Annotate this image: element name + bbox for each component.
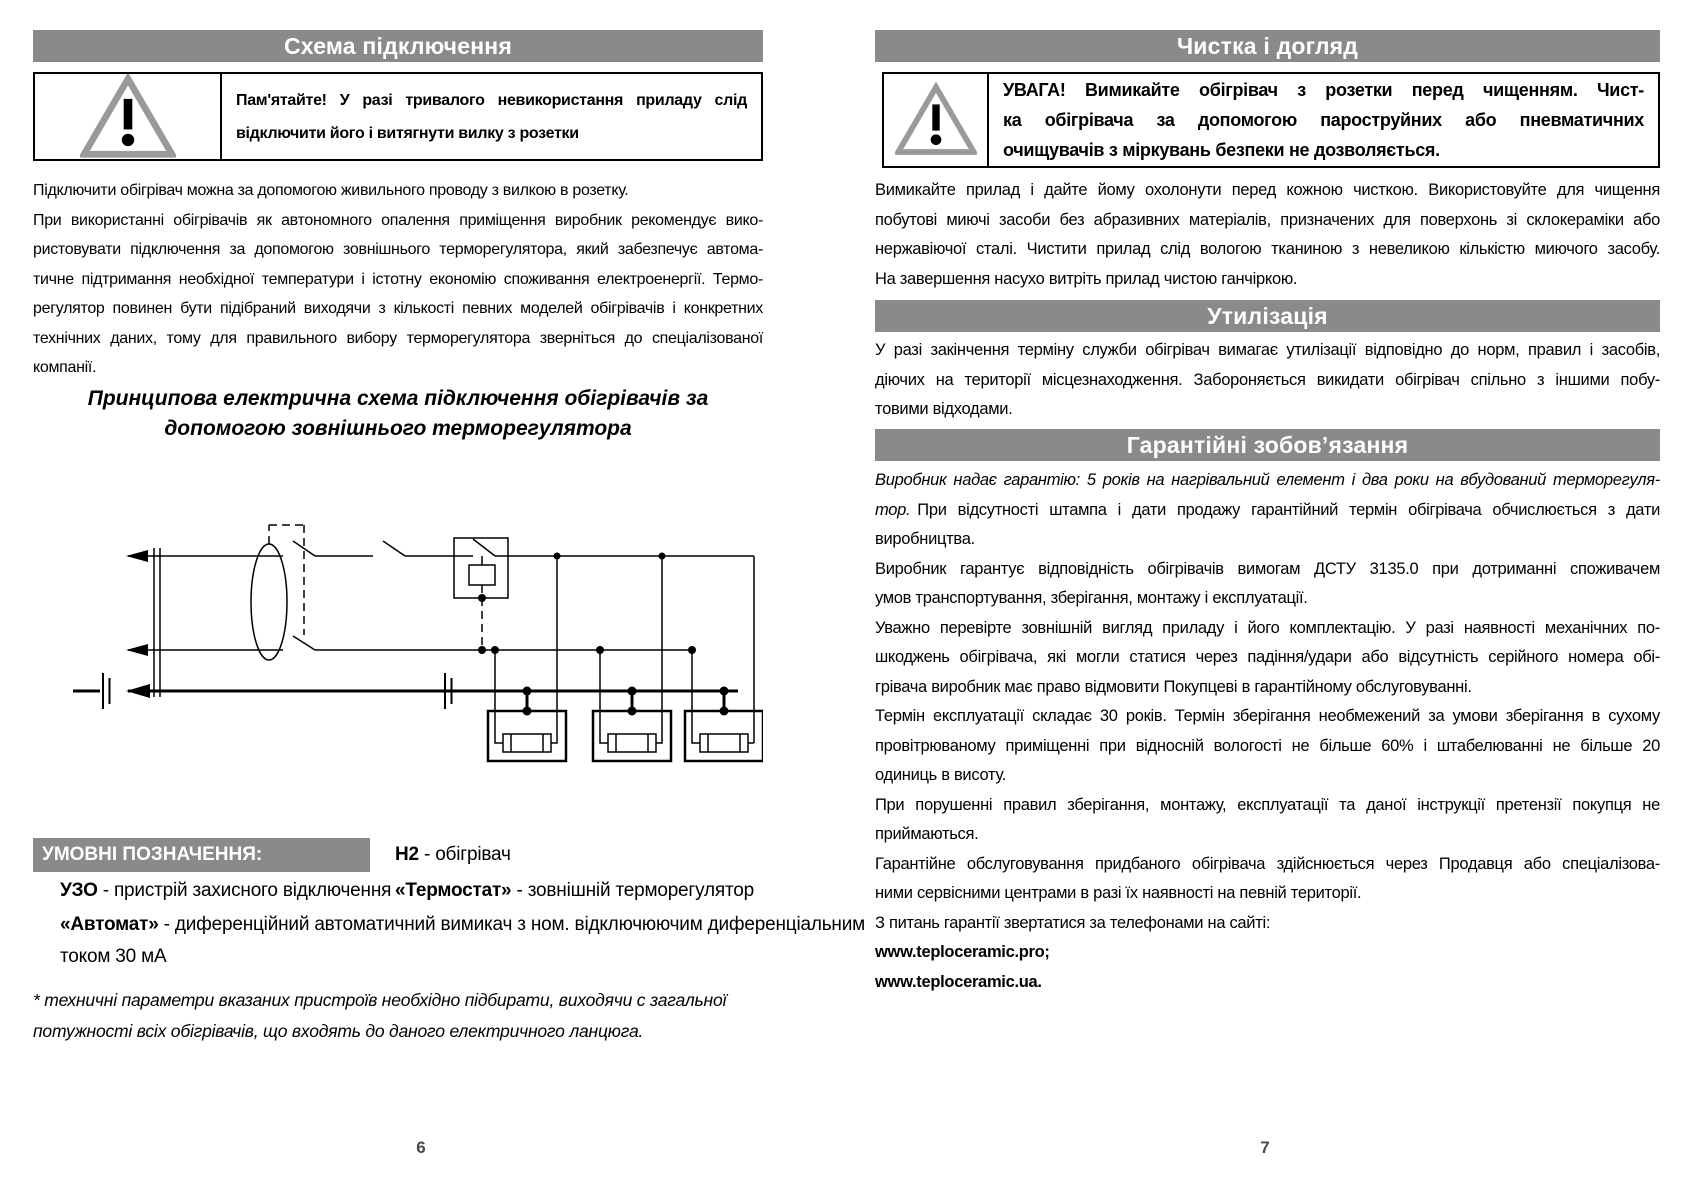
page-number-left: 6: [416, 1138, 426, 1157]
legend-def-thermostat: - зовнішній терморегулятор: [516, 880, 755, 901]
circuit-diagram: [33, 468, 763, 768]
rcd-uzo-symbol: [251, 544, 287, 660]
warranty-body-text: [875, 466, 1660, 938]
warning-icon-cell: [884, 74, 989, 166]
warning-triangle-icon: [895, 80, 977, 160]
heater-1-element: [503, 734, 551, 752]
page-7: [875, 0, 1660, 1191]
text-line: очищувачів з міркувань безпеки не дозволяється.: [1003, 140, 1440, 160]
heater-2-frame: [593, 711, 671, 761]
text-line: Підключити обігрівач можна за допомогою живильного проводу з вилкою в розетку.: [33, 182, 629, 199]
text-line: У разі закінчення терміну служби обігрівач вимагає утилізації відповідно до норм, правил і засобів,: [875, 341, 1660, 359]
wiring-lines: [128, 541, 754, 743]
cleaning-body-text: [875, 176, 1660, 294]
text-line: На завершення насухо витріть прилад чистою ганчіркою.: [875, 269, 1298, 288]
switch-blade-n: [293, 636, 315, 650]
heater-3-element: [700, 734, 748, 752]
text-line: При використанні обігрівачів як автономного опалення приміщення виробник рекомендує вико-: [33, 211, 763, 229]
legend-def-avtomat: - диференційний автоматичний вимикач з ном. відключюючим диференціальним: [163, 914, 865, 935]
website-link-ua: www.teploceramic.ua.: [875, 972, 1042, 991]
legend-term-thermostat: «Термостат»: [395, 880, 512, 901]
switch-blade-2: [383, 541, 405, 556]
text-line: технічних даних, тому для правильного вибору терморегулятора зверніться до спеціалізованої: [33, 329, 763, 347]
text-line: Виробник гарантує відповідність обігрівачів вимогам ДСТУ 3135.0 при дотриманні споживачем: [875, 559, 1660, 578]
diagram-title: [33, 384, 763, 444]
text-line: шкоджень обігрівача, які могли статися через падіння/удари або відсутність серійного номера обі-: [875, 648, 1660, 666]
heaters: [488, 711, 763, 761]
heater-2-element: [608, 734, 656, 752]
ground-line: [73, 691, 738, 711]
text-line: побутові миючі засоби без абразивних матеріалів, призначених для поверхонь зі склокераміки або: [875, 210, 1660, 229]
heater-1-frame: [488, 711, 566, 761]
text-line: УВАГА! Вимикайте обігрівач з розетки перед чищенням. Чист-: [1003, 80, 1644, 100]
connection-body-text: [33, 176, 763, 383]
legend-item-avtomat: [60, 914, 865, 936]
text-line: тичне підтримання необхідної температури і істотну економію споживання електроенергії. Термо-: [33, 270, 763, 288]
legend-header: УМОВНІ ПОЗНАЧЕННЯ:: [33, 838, 370, 872]
legend-item-uzo: [60, 880, 391, 902]
text-line: ристовувати підключення за допомогою зовнішнього терморегулятора, який забезпечує автома-: [33, 241, 763, 258]
text-line: умов транспортування, зберігання, монтажу і експлуатації.: [875, 589, 1308, 607]
legend-def-h2: - обігрівач: [423, 844, 511, 865]
text-line: Уважно перевірте зовнішній вигляд приладу і його комплектацію. У разі наявності механічних по-: [875, 618, 1660, 637]
text-line: допомогою зовнішнього терморегулятора: [164, 417, 632, 440]
website-link-pro: www.teploceramic.pro;: [875, 943, 1050, 961]
text-line: ними сервісними центрами в разі їх наявності на певній території.: [875, 884, 1362, 902]
text-line: компанії.: [33, 359, 97, 376]
text-line: При порушенні правил зберігання, монтажу, експлуатації та даної інструкції претензії покупця не: [875, 795, 1660, 814]
warning-box: [882, 72, 1660, 168]
text-line: одиниць в висоту.: [875, 766, 1007, 784]
legend-term-h2: Н2: [395, 844, 419, 865]
text-line: відключити його і витягнути вилку з розетки: [236, 124, 579, 142]
website-links: [875, 938, 1660, 997]
thermostat-symbol: [454, 538, 508, 598]
section-header-connection: Схема підключення: [33, 30, 763, 62]
legend-item-h2: [395, 838, 511, 872]
legend-term-uzo: УЗО: [60, 880, 98, 901]
warranty-guarantee-line2: тор. При відсутності штампа і дати продажу гарантійний термін обігрівача обчислюється з дати: [875, 500, 1660, 519]
text-line: Принципова електрична схема підключення обігрівачів за: [87, 387, 709, 410]
text-line: Пам'ятайте! У разі тривалого невикористання приладу слід: [236, 91, 747, 109]
text-line: нержавіючої сталі. Чистити прилад слід вологою тканиною з невеликою кількістю миючого засобу.: [875, 240, 1660, 258]
text-line: товими відходами.: [875, 400, 1013, 418]
warranty-guarantee-line1: Виробник надає гарантію: 5 років на нагрівальний елемент і два роки на вбудований терморегуля-: [875, 471, 1660, 489]
legend-item-thermostat: [395, 880, 754, 902]
text-line: приймаються.: [875, 825, 979, 843]
warning-triangle-icon: [80, 74, 176, 160]
heater-3-frame: [685, 711, 763, 761]
legend-def-uzo: - пристрій захисного відключення: [102, 880, 392, 901]
footnote: [33, 985, 763, 1047]
text-line: Вимикайте прилад і дайте йому охолонути перед кожною чисткою. Використовуйте для чищення: [875, 181, 1660, 199]
text-line: потужності всіх обігрівачів, що входять до даного електричного ланцюга.: [33, 1021, 644, 1041]
disposal-body-text: [875, 336, 1660, 425]
text-line: Термін експлуатації складає 30 років. Термін зберігання необмежений за умови зберігання в сухому: [875, 707, 1660, 725]
section-header-disposal: Утилізація: [875, 300, 1660, 332]
supply-arrows: [126, 550, 150, 698]
text-line: ка обігрівача за допомогою пароструйних або пневматичних: [1003, 110, 1644, 130]
warranty-guarantee-line3: виробництва.: [875, 530, 975, 548]
warning-text: [222, 74, 761, 159]
page-6: [33, 0, 865, 1191]
warning-icon-cell: [35, 74, 222, 159]
text-line: провітрюваному приміщенні при відносній вологості не більше 60% і штабелюванні не більше 20: [875, 736, 1660, 755]
section-header-warranty: Гарантійні зобов’язання: [875, 429, 1660, 461]
legend-item-avtomat-line2: током 30 мА: [60, 946, 167, 967]
text-line: * техничні параметри вказаних пристроїв необхідно підбирати, виходячи с загальної: [33, 990, 727, 1010]
text-line: З питань гарантії звертатися за телефонами на сайті:: [875, 913, 1271, 932]
plug-connector: [154, 548, 160, 697]
breaker-linkage-dashed: [269, 525, 482, 650]
page-number-right: 7: [1260, 1138, 1270, 1157]
section-header-cleaning: Чистка і догляд: [875, 30, 1660, 62]
text-line: діючих на території місцезнаходження. Забороняється викидати обігрівач спільно з іншими побу-: [875, 370, 1660, 389]
text-line: Гарантійне обслуговування придбаного обігрівача здійснюється через Продавця або спеціалізова-: [875, 854, 1660, 873]
warning-box: [33, 72, 763, 161]
legend-term-avtomat: «Автомат»: [60, 914, 159, 935]
warning-text: [989, 74, 1658, 166]
text-line: регулятор повинен бути підібраний виходячи з кількості певних моделей обігрівачів і конкретних: [33, 300, 763, 317]
heater-3-taps: [692, 650, 700, 743]
text-line: грівача виробник має право відмовити Покупцеві в гарантійному обслуговуванні.: [875, 677, 1472, 696]
